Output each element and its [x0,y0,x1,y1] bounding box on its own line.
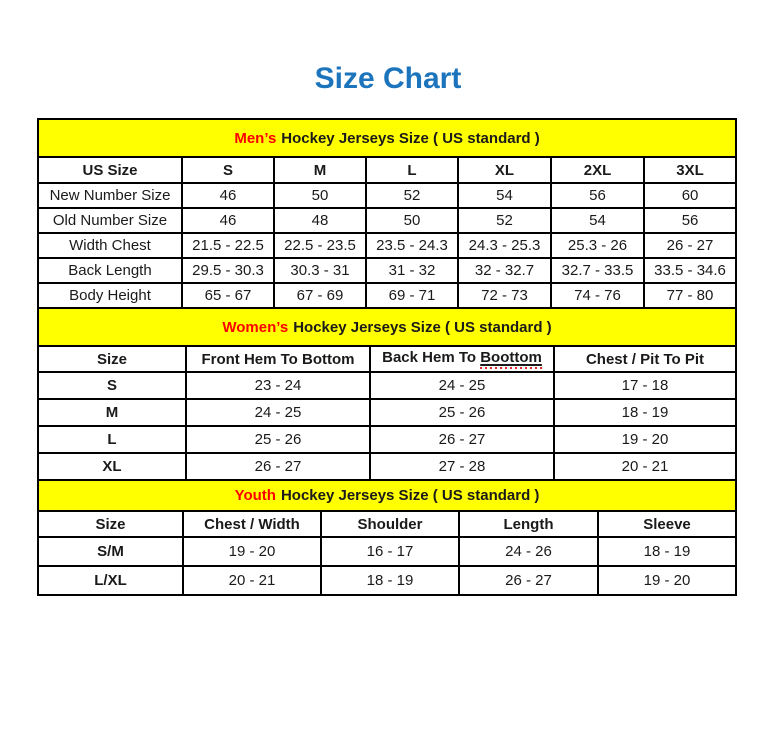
table-cell: 29.5 - 30.3 [182,258,274,283]
table-cell: 18 - 19 [554,399,736,426]
youth-section-banner [38,480,736,511]
table-row [38,426,736,453]
table-cell: 18 - 19 [321,566,459,595]
table-cell: 26 - 27 [459,566,598,595]
table-cell: 74 - 76 [551,283,644,308]
mens-section-banner [38,119,736,157]
table-cell: 52 [458,208,551,233]
column-header: US Size [38,157,182,183]
table-row [38,399,736,426]
table-cell: 19 - 20 [183,537,321,566]
row-label: Body Height [38,283,182,308]
table-cell: 54 [458,183,551,208]
table-cell: 19 - 20 [554,426,736,453]
mens-banner-text: Hockey Jerseys Size ( US standard ) [281,129,540,147]
row-label: M [38,399,186,426]
table-cell: 56 [551,183,644,208]
column-header: Chest / Pit To Pit [554,346,736,372]
table-row [38,183,736,208]
row-label: L/XL [38,566,183,595]
table-cell: 32.7 - 33.5 [551,258,644,283]
table-cell: 26 - 27 [186,453,370,480]
table-cell: 32 - 32.7 [458,258,551,283]
table-cell: 25 - 26 [186,426,370,453]
column-header: Front Hem To Bottom [186,346,370,372]
column-header: Size [38,511,183,537]
table-cell: 50 [274,183,366,208]
table-cell: 46 [182,183,274,208]
table-cell: 50 [366,208,458,233]
table-cell: 23.5 - 24.3 [366,233,458,258]
column-header: M [274,157,366,183]
row-label: New Number Size [38,183,182,208]
page-title: Size Chart [314,62,462,95]
mens-header-row [38,157,736,183]
table-row [38,537,736,566]
column-header: Shoulder [321,511,459,537]
youth-size-table [37,479,737,596]
table-cell: 60 [644,183,736,208]
mens-banner-highlight: Men’s [234,129,277,147]
womens-banner-text: Hockey Jerseys Size ( US standard ) [293,318,552,336]
womens-header-row [38,346,736,372]
table-row [38,372,736,399]
table-cell: 65 - 67 [182,283,274,308]
column-header: Sleeve [598,511,736,537]
table-row [38,566,736,595]
table-cell: 22.5 - 23.5 [274,233,366,258]
table-cell: 24 - 26 [459,537,598,566]
table-cell: 24 - 25 [186,399,370,426]
table-cell: 20 - 21 [554,453,736,480]
table-row [38,453,736,480]
table-cell: 33.5 - 34.6 [644,258,736,283]
table-cell: 25.3 - 26 [551,233,644,258]
table-cell: 54 [551,208,644,233]
table-cell: 16 - 17 [321,537,459,566]
womens-banner-row [38,308,736,346]
youth-banner-text: Hockey Jerseys Size ( US standard ) [280,487,540,504]
womens-size-table [37,307,737,481]
column-header: XL [458,157,551,183]
table-cell: 21.5 - 22.5 [182,233,274,258]
table-row [38,283,736,308]
row-label: S [38,372,186,399]
youth-header-row [38,511,736,537]
table-cell: 17 - 18 [554,372,736,399]
back-hem-prefix: Back Hem To [382,348,477,366]
table-cell: 69 - 71 [366,283,458,308]
size-chart [37,118,735,596]
mens-size-table [37,118,737,309]
table-cell: 18 - 19 [598,537,736,566]
misspelled-word: Boottom [480,350,542,370]
youth-banner-row [38,480,736,511]
womens-section-banner [38,308,736,346]
table-cell: 27 - 28 [370,453,554,480]
table-row [38,233,736,258]
table-cell: 77 - 80 [644,283,736,308]
table-cell: 30.3 - 31 [274,258,366,283]
table-cell: 24.3 - 25.3 [458,233,551,258]
mens-banner-row [38,119,736,157]
table-cell: 20 - 21 [183,566,321,595]
column-header: S [182,157,274,183]
row-label: Back Length [38,258,182,283]
row-label: L [38,426,186,453]
table-cell: 56 [644,208,736,233]
row-label: Width Chest [38,233,182,258]
table-cell: 48 [274,208,366,233]
womens-banner-highlight: Women’s [222,318,289,336]
table-cell: 67 - 69 [274,283,366,308]
table-cell: 31 - 32 [366,258,458,283]
table-row [38,208,736,233]
table-cell: 26 - 27 [370,426,554,453]
table-cell: 25 - 26 [370,399,554,426]
table-cell: 26 - 27 [644,233,736,258]
column-header: 2XL [551,157,644,183]
column-header: Chest / Width [183,511,321,537]
column-header: 3XL [644,157,736,183]
table-cell: 46 [182,208,274,233]
column-header: L [366,157,458,183]
table-row [38,258,736,283]
column-header: Length [459,511,598,537]
table-cell: 23 - 24 [186,372,370,399]
table-cell: 19 - 20 [598,566,736,595]
row-label: XL [38,453,186,480]
table-cell: 52 [366,183,458,208]
column-header-back-hem [370,346,554,372]
table-cell: 72 - 73 [458,283,551,308]
row-label: Old Number Size [38,208,182,233]
table-cell: 24 - 25 [370,372,554,399]
youth-banner-highlight: Youth [234,487,276,504]
column-header: Size [38,346,186,372]
row-label: S/M [38,537,183,566]
